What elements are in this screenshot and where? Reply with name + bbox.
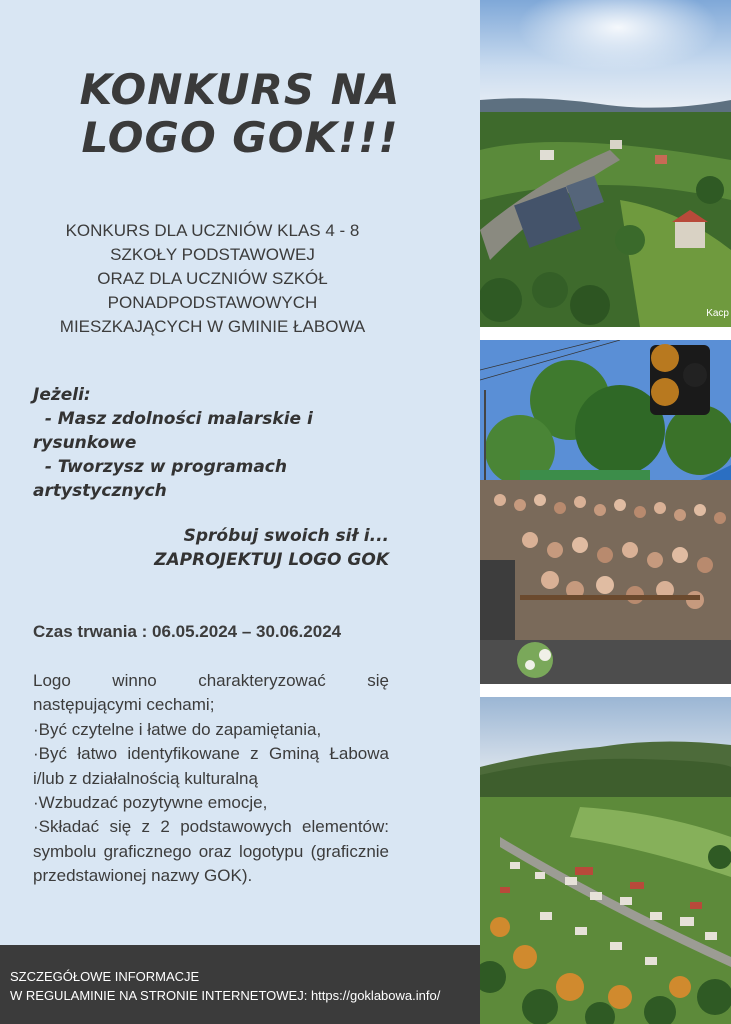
conditions-line: artystycznych bbox=[33, 481, 167, 501]
title-line-2: LOGO GOK!!! bbox=[81, 113, 399, 162]
audience-line: SZKOŁY PODSTAWOWEJ bbox=[110, 245, 315, 264]
valley-panorama-photo bbox=[480, 697, 731, 1024]
conditions-line: rysunkowe bbox=[33, 433, 137, 453]
requirement-item: ·Być czytelne i łatwe do zapamiętania, bbox=[33, 719, 322, 739]
footer-line-1: SZCZEGÓŁOWE INFORMACJE bbox=[10, 969, 200, 984]
footer-text bbox=[10, 967, 440, 1005]
page-title bbox=[60, 66, 420, 162]
valley-panorama-image bbox=[480, 697, 731, 1024]
audience-text bbox=[30, 219, 395, 339]
audience-line: MIESZKAJĄCYCH W GMINIE ŁABOWA bbox=[59, 317, 366, 336]
requirements-intro: Logo winno charakteryzować się następującymi cechami; bbox=[33, 671, 389, 715]
aerial-village-photo bbox=[480, 0, 731, 327]
logo-requirements bbox=[33, 669, 389, 889]
conditions-line: Jeżeli: bbox=[33, 385, 91, 405]
audience-event-image bbox=[480, 340, 731, 684]
footer-bar bbox=[0, 945, 480, 1024]
audience-event-photo bbox=[480, 340, 731, 684]
footer-line-2[interactable]: W REGULAMINIE NA STRONIE INTERNETOWEJ: https://goklabowa.info/ bbox=[10, 988, 441, 1003]
cta-line-1: Spróbuj swoich sił i... bbox=[183, 526, 389, 546]
conditions bbox=[33, 383, 393, 503]
contest-duration: Czas trwania : 06.05.2024 – 30.06.2024 bbox=[33, 622, 342, 641]
photo-credit: Kacp bbox=[706, 308, 729, 319]
audience-line: KONKURS DLA UCZNIÓW KLAS 4 - 8 bbox=[65, 221, 360, 240]
title-line-1: KONKURS NA bbox=[79, 65, 401, 114]
conditions-line: - Tworzysz w programach bbox=[33, 457, 287, 477]
audience-line: ORAZ DLA UCZNIÓW SZKÓŁ bbox=[97, 269, 328, 288]
requirement-item: ·Być łatwo identyfikowane z Gminą Łabowa i/lub z działalnością kulturalną bbox=[33, 744, 389, 788]
conditions-line: - Masz zdolności malarskie i bbox=[33, 409, 313, 429]
call-to-action bbox=[90, 524, 389, 572]
audience-line: PONADPODSTAWOWYCH bbox=[107, 293, 318, 312]
requirement-item: ·Wzbudzać pozytywne emocje, bbox=[33, 793, 268, 813]
aerial-village-image bbox=[480, 0, 731, 327]
cta-line-2: ZAPROJEKTUJ LOGO GOK bbox=[154, 550, 389, 570]
requirement-item: ·Składać się z 2 podstawowych elementów: symbolu graficznego oraz logotypu (graficznie przedstawionej nazwy GOK). bbox=[33, 817, 389, 886]
